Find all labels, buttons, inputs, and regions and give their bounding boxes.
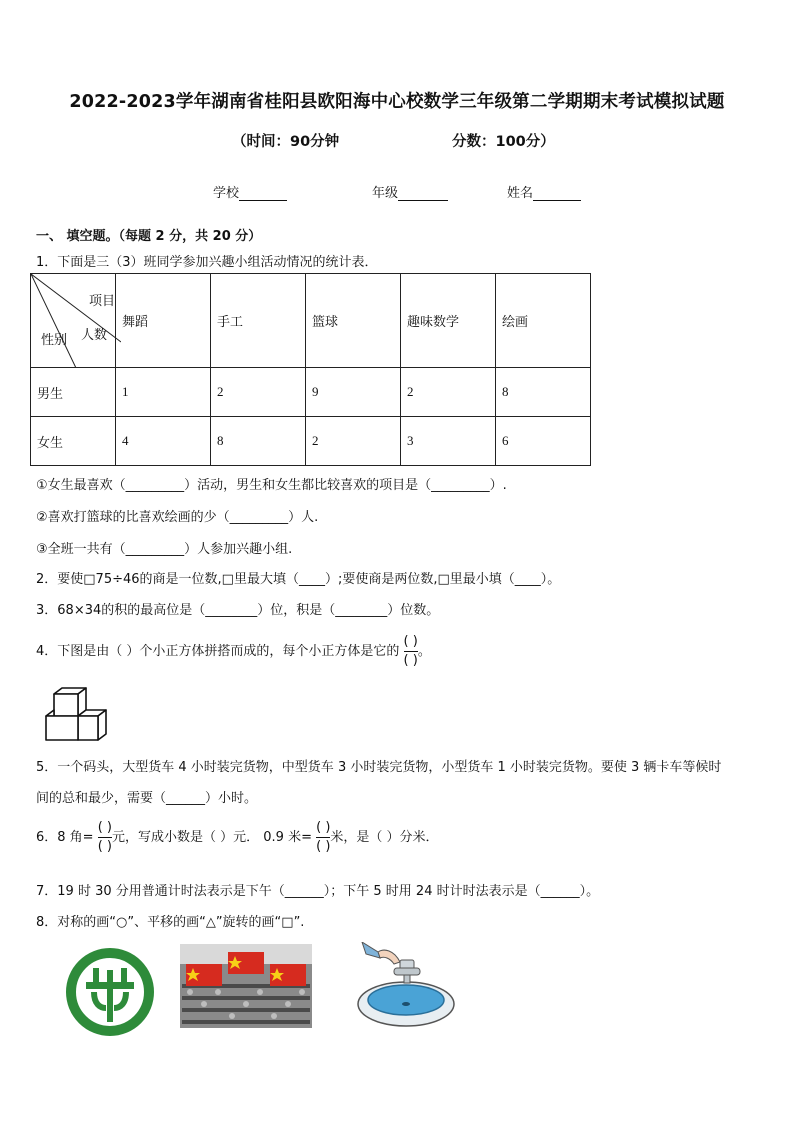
fraction-numerator: ( ) (316, 820, 331, 835)
table-cell: 2 (401, 368, 496, 417)
table-cell: 2 (211, 368, 306, 417)
col-header: 舞蹈 (116, 274, 211, 368)
name-label: 姓名 (507, 186, 534, 201)
fraction (316, 820, 330, 855)
fraction-numerator: ( ) (403, 634, 418, 649)
question-5-line-2: 间的总和最少，需要（______）小时。 (36, 791, 258, 806)
question-4 (36, 634, 431, 669)
flags-parade-image (180, 944, 312, 1028)
name-field (507, 182, 581, 201)
table-cell: 8 (211, 417, 306, 466)
question-3: 3．68×34的积的最高位是（________）位，积是（________）位数。 (36, 603, 440, 618)
fraction-numerator: ( ) (97, 820, 112, 835)
fraction-denominator: ( ) (316, 839, 331, 854)
school-field (213, 182, 287, 201)
fraction (404, 634, 418, 669)
table-cell: 2 (306, 417, 401, 466)
col-header: 篮球 (306, 274, 401, 368)
question-1-part-1: ①女生最喜欢（_________）活动，男生和女生都比较喜欢的项目是（_________）. (36, 478, 507, 493)
diagonal-lines (31, 274, 121, 368)
stats-table (30, 273, 591, 466)
col-header: 手工 (211, 274, 306, 368)
table-cell: 8 (496, 368, 591, 417)
exam-title: 2022-2023学年湖南省桂阳县欧阳海中心校数学三年级第二学期期末考试模拟试题 (69, 92, 725, 112)
question-1: 1．下面是三（3）班同学参加兴趣小组活动情况的统计表． (36, 255, 378, 270)
score-label: 分数：100分） (452, 134, 555, 150)
question-6-prefix: 6．8 角= (36, 830, 94, 845)
time-label: （时间：90分钟 (232, 134, 340, 150)
school-blank[interactable] (239, 186, 287, 201)
section-heading: 一、 填空题。（每题 2 分，共 20 分） (36, 229, 262, 244)
faucet-sink-image (344, 942, 460, 1030)
col-header: 趣味数学 (401, 274, 496, 368)
grade-label: 年级 (372, 186, 399, 201)
bank-logo-image (64, 946, 156, 1038)
question-8: 8．对称的画“○”、平移的画“△”旋转的画“□”. (36, 915, 305, 930)
corner-count-label: 人数 (81, 328, 108, 343)
question-7: 7．19 时 30 分用普通计时法表示是下午（______）；下午 5 时用 24 时计时法表示是（______）。 (36, 884, 600, 899)
table-row (31, 417, 591, 466)
table-cell: 1 (116, 368, 211, 417)
name-blank[interactable] (533, 186, 581, 201)
fraction-denominator: ( ) (403, 653, 418, 668)
question-1-part-2: ②喜欢打篮球的比喜欢绘画的少（_________）人. (36, 510, 319, 525)
fraction (98, 820, 112, 855)
table-row (31, 368, 591, 417)
grade-blank[interactable] (398, 186, 448, 201)
table-header-row (31, 274, 591, 368)
grade-field (372, 182, 448, 201)
question-5-line-1: 5．一个码头，大型货车 4 小时装完货物，中型货车 3 小时装完货物，小型货车 1 小时装完货物。要使 3 辆卡车等候时 (36, 760, 722, 775)
question-6-end: 米，是（ ）分米． (330, 830, 439, 845)
corner-item-label: 项目 (89, 294, 116, 309)
table-cell: 6 (496, 417, 591, 466)
table-cell: 9 (306, 368, 401, 417)
corner-gender-label: 性别 (41, 333, 68, 348)
school-label: 学校 (213, 186, 240, 201)
row-label: 女生 (31, 417, 116, 466)
question-4-end: 。 (417, 644, 431, 659)
table-cell: 4 (116, 417, 211, 466)
table-corner-cell (31, 274, 116, 368)
question-1-part-3: ③全班一共有（_________）人参加兴趣小组. (36, 542, 293, 557)
question-2: 2．要使□75÷46的商是一位数,□里最大填（____）;要使商是两位数,□里最小填（____）。 (36, 572, 561, 587)
col-header: 绘画 (496, 274, 591, 368)
cube-stack-figure (40, 686, 108, 748)
row-label: 男生 (31, 368, 116, 417)
table-cell: 3 (401, 417, 496, 466)
question-6-mid: 元，写成小数是（ ）元． 0.9 米= (112, 830, 312, 845)
question-6 (36, 820, 439, 855)
question-4-text: 4．下图是由（ ）个小正方体拼搭而成的，每个小正方体是它的 (36, 644, 400, 659)
fraction-denominator: ( ) (97, 839, 112, 854)
